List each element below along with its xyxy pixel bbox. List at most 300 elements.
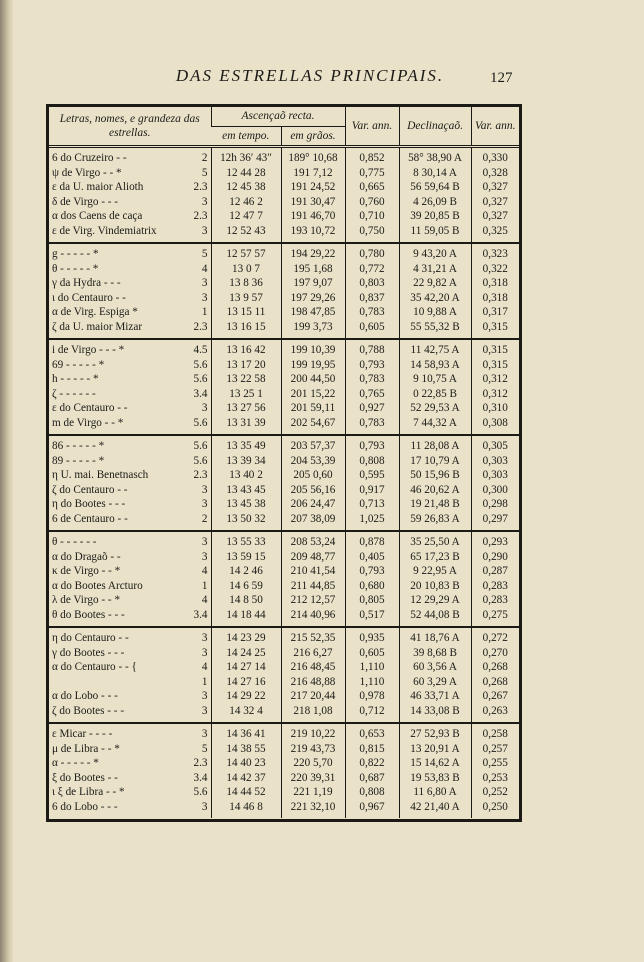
- annual-variation-declination: 0,325: [471, 224, 519, 244]
- annual-variation-ascension: 0,793: [345, 358, 399, 373]
- star-name: γ da Hydra - - -: [52, 277, 121, 289]
- annual-variation-ascension: 0,710: [345, 209, 399, 224]
- annual-variation-declination: 0,330: [471, 147, 519, 166]
- table-row: [49, 320, 519, 340]
- ascension-degrees: 198 47,85: [281, 305, 345, 320]
- annual-variation-ascension: 0,978: [345, 689, 399, 704]
- annual-variation-declination: 0,305: [471, 435, 519, 454]
- annual-variation-ascension: 0,878: [345, 531, 399, 550]
- ascension-time: 12 52 43: [211, 224, 281, 244]
- declination: 9 22,95 A: [399, 564, 471, 579]
- ascension-time: 14 6 59: [211, 579, 281, 594]
- annual-variation-ascension: 0,750: [345, 224, 399, 244]
- annual-variation-declination: 0,317: [471, 305, 519, 320]
- ascension-degrees: 201 59,11: [281, 401, 345, 416]
- declination: 19 53,83 B: [399, 771, 471, 786]
- annual-variation-declination: 0,327: [471, 195, 519, 210]
- star-name-cell: [49, 320, 211, 340]
- star-name-cell: [49, 512, 211, 532]
- annual-variation-ascension: 0,935: [345, 627, 399, 646]
- ascension-degrees: 214 40,96: [281, 608, 345, 628]
- annual-variation-ascension: 0,917: [345, 483, 399, 498]
- annual-variation-ascension: 0,805: [345, 593, 399, 608]
- star-name-cell: [49, 291, 211, 306]
- declination: 42 21,40 A: [399, 800, 471, 819]
- ascension-time: 13 25 1: [211, 387, 281, 402]
- star-magnitude: 1: [201, 675, 208, 688]
- table-row: [49, 800, 519, 819]
- declination: 14 33,08 B: [399, 704, 471, 724]
- header-var1: Var. ann.: [345, 107, 399, 147]
- ascension-degrees: 203 57,37: [281, 435, 345, 454]
- star-name: ζ do Bootes - - -: [52, 704, 125, 717]
- annual-variation-ascension: 0,760: [345, 195, 399, 210]
- table-row: [49, 785, 519, 800]
- ascension-degrees: 219 10,22: [281, 723, 345, 742]
- ascension-time: 13 55 33: [211, 531, 281, 550]
- annual-variation-ascension: 0,772: [345, 262, 399, 277]
- ascension-degrees: 191 7,12: [281, 166, 345, 181]
- table-row: [49, 224, 519, 244]
- star-name: θ - - - - - *: [52, 262, 99, 275]
- star-magnitude: 5.6: [193, 440, 208, 452]
- star-name-cell: [49, 339, 211, 358]
- declination: 19 21,48 B: [399, 497, 471, 512]
- annual-variation-ascension: 0,808: [345, 454, 399, 469]
- annual-variation-declination: 0,318: [471, 291, 519, 306]
- star-name-cell: [49, 209, 211, 224]
- star-magnitude: 4.5: [193, 344, 208, 356]
- table-row: [49, 468, 519, 483]
- star-name: 6 do Lobo - - -: [52, 800, 118, 813]
- star-magnitude: 5.6: [193, 454, 208, 467]
- star-magnitude: 1: [201, 306, 208, 318]
- ascension-time: 14 40 23: [211, 756, 281, 771]
- star-magnitude: 5.6: [193, 786, 208, 798]
- table-row: [49, 435, 519, 454]
- declination: 35 42,20 A: [399, 291, 471, 306]
- annual-variation-ascension: 0,783: [345, 416, 399, 436]
- star-name: ε Micar - - - -: [52, 728, 113, 740]
- header-name: Letras, nomes, e grandeza das estrellas.: [59, 112, 200, 139]
- ascension-degrees: 199 10,39: [281, 339, 345, 358]
- star-name: g - - - - - *: [52, 248, 99, 260]
- ascension-degrees: 191 46,70: [281, 209, 345, 224]
- declination: 60 3,56 A: [399, 660, 471, 675]
- declination: 13 20,91 A: [399, 742, 471, 757]
- declination: 7 44,32 A: [399, 416, 471, 436]
- declination: 10 9,88 A: [399, 305, 471, 320]
- ascension-time: 14 23 29: [211, 627, 281, 646]
- star-name-cell: [49, 564, 211, 579]
- ascension-time: 13 43 45: [211, 483, 281, 498]
- star-magnitude: 5.6: [193, 373, 208, 385]
- star-name-cell: [49, 195, 211, 210]
- annual-variation-declination: 0,255: [471, 756, 519, 771]
- declination: 4 31,21 A: [399, 262, 471, 277]
- star-magnitude: 3.4: [193, 387, 208, 400]
- star-name: h - - - - - *: [52, 373, 99, 385]
- declination: 46 33,71 A: [399, 689, 471, 704]
- star-name-cell: [49, 723, 211, 742]
- annual-variation-declination: 0,322: [471, 262, 519, 277]
- ascension-time: 12 45 38: [211, 180, 281, 195]
- ascension-time: 13 9 57: [211, 291, 281, 306]
- ascension-time: 14 18 44: [211, 608, 281, 628]
- ascension-time: 13 27 56: [211, 401, 281, 416]
- star-magnitude: 2.3: [193, 320, 208, 333]
- star-name-cell: [49, 608, 211, 628]
- annual-variation-ascension: 0,687: [345, 771, 399, 786]
- star-name-cell: [49, 180, 211, 195]
- star-name: θ - - - - - -: [52, 536, 97, 548]
- annual-variation-ascension: 0,967: [345, 800, 399, 819]
- declination: 39 8,68 B: [399, 646, 471, 661]
- ascension-time: 13 22 58: [211, 372, 281, 387]
- declination: 12 29,29 A: [399, 593, 471, 608]
- star-table: [49, 107, 519, 818]
- annual-variation-ascension: 0,815: [345, 742, 399, 757]
- table-row: [49, 387, 519, 402]
- star-name: γ do Bootes - - -: [52, 646, 125, 659]
- table-row: [49, 195, 519, 210]
- table-row: [49, 262, 519, 277]
- annual-variation-declination: 0,323: [471, 243, 519, 262]
- star-name: μ de Libra - - *: [52, 742, 120, 755]
- declination: 56 59,64 B: [399, 180, 471, 195]
- annual-variation-ascension: 0,783: [345, 372, 399, 387]
- ascension-degrees: 210 41,54: [281, 564, 345, 579]
- declination: 60 3,29 A: [399, 675, 471, 690]
- star-name: 89 - - - - - *: [52, 454, 105, 467]
- ascension-time: 14 44 52: [211, 785, 281, 800]
- page-number: 127: [490, 70, 513, 86]
- star-name: α do Bootes Arcturo: [52, 579, 143, 592]
- star-group: [49, 339, 519, 435]
- annual-variation-declination: 0,272: [471, 627, 519, 646]
- star-name: α - - - - - *: [52, 757, 99, 769]
- ascension-degrees: 221 1,19: [281, 785, 345, 800]
- annual-variation-declination: 0,252: [471, 785, 519, 800]
- ascension-time: 14 46 8: [211, 800, 281, 819]
- annual-variation-ascension: 0,405: [345, 550, 399, 565]
- ascension-degrees: 216 6,27: [281, 646, 345, 661]
- annual-variation-declination: 0,308: [471, 416, 519, 436]
- star-group: [49, 723, 519, 818]
- table-row: [49, 704, 519, 724]
- annual-variation-ascension: 0,665: [345, 180, 399, 195]
- ascension-degrees: 220 5,70: [281, 756, 345, 771]
- star-name-cell: [49, 689, 211, 704]
- star-magnitude: 3: [201, 728, 208, 740]
- annual-variation-declination: 0,275: [471, 608, 519, 628]
- star-name-cell: [49, 593, 211, 608]
- declination: 11 28,08 A: [399, 435, 471, 454]
- annual-variation-ascension: 0,712: [345, 704, 399, 724]
- star-name: θ do Bootes - - -: [52, 608, 125, 621]
- star-magnitude: 3: [201, 498, 208, 510]
- ascension-degrees: 199 19,95: [281, 358, 345, 373]
- annual-variation-declination: 0,253: [471, 771, 519, 786]
- header-declination: Declinaçaõ.: [399, 107, 471, 147]
- star-name-cell: [49, 579, 211, 594]
- table-row: [49, 209, 519, 224]
- star-name-cell: [49, 704, 211, 724]
- star-name: 86 - - - - - *: [52, 440, 105, 452]
- declination: 15 14,62 A: [399, 756, 471, 771]
- ascension-time: 14 29 22: [211, 689, 281, 704]
- star-name: ξ do Bootes - -: [52, 771, 118, 784]
- star-group: [49, 435, 519, 531]
- star-name: α dos Caens de caça: [52, 210, 143, 222]
- ascension-degrees: 218 1,08: [281, 704, 345, 724]
- declination: 58° 38,90 A: [399, 147, 471, 166]
- table-row: [49, 660, 519, 675]
- declination: 9 43,20 A: [399, 243, 471, 262]
- annual-variation-ascension: 0,808: [345, 785, 399, 800]
- annual-variation-ascension: 0,837: [345, 291, 399, 306]
- annual-variation-ascension: 0,793: [345, 435, 399, 454]
- ascension-degrees: 201 15,22: [281, 387, 345, 402]
- ascension-time: 14 38 55: [211, 742, 281, 757]
- annual-variation-ascension: 0,822: [345, 756, 399, 771]
- annual-variation-declination: 0,293: [471, 531, 519, 550]
- ascension-time: 13 31 39: [211, 416, 281, 436]
- star-magnitude: 2.3: [193, 181, 208, 193]
- annual-variation-ascension: 0,793: [345, 564, 399, 579]
- star-magnitude: 3: [201, 291, 208, 304]
- ascension-degrees: 191 24,52: [281, 180, 345, 195]
- ascension-degrees: 205 56,16: [281, 483, 345, 498]
- annual-variation-declination: 0,263: [471, 704, 519, 724]
- star-magnitude: 3: [201, 224, 208, 237]
- annual-variation-ascension: 1,110: [345, 675, 399, 690]
- star-magnitude: 3: [201, 536, 208, 548]
- annual-variation-ascension: 0,713: [345, 497, 399, 512]
- table-row: [49, 550, 519, 565]
- ascension-degrees: 216 48,88: [281, 675, 345, 690]
- ascension-degrees: 216 48,45: [281, 660, 345, 675]
- page-binding-edge: [0, 0, 14, 962]
- annual-variation-ascension: 0,605: [345, 320, 399, 340]
- table-header: [49, 107, 519, 147]
- ascension-time: 14 8 50: [211, 593, 281, 608]
- star-name-cell: [49, 627, 211, 646]
- annual-variation-ascension: 0,680: [345, 579, 399, 594]
- ascension-time: 13 16 42: [211, 339, 281, 358]
- declination: 8 30,14 A: [399, 166, 471, 181]
- star-magnitude: 4: [201, 661, 208, 673]
- table-row: [49, 166, 519, 181]
- star-name-cell: [49, 305, 211, 320]
- star-name-cell: [49, 468, 211, 483]
- star-name: η do Centauro - -: [52, 632, 129, 644]
- declination: 11 6,80 A: [399, 785, 471, 800]
- table-row: [49, 771, 519, 786]
- ascension-time: 12 57 57: [211, 243, 281, 262]
- ascension-degrees: 215 52,35: [281, 627, 345, 646]
- table-row: [49, 180, 519, 195]
- star-magnitude: 2.3: [193, 469, 208, 481]
- star-name-cell: [49, 454, 211, 469]
- annual-variation-ascension: 0,605: [345, 646, 399, 661]
- ascension-degrees: 189° 10,68: [281, 147, 345, 166]
- ascension-degrees: 202 54,67: [281, 416, 345, 436]
- star-magnitude: 1: [201, 579, 208, 592]
- star-magnitude: 5.6: [193, 358, 208, 371]
- annual-variation-declination: 0,283: [471, 593, 519, 608]
- ascension-time: 14 2 46: [211, 564, 281, 579]
- annual-variation-declination: 0,268: [471, 675, 519, 690]
- table-row: [49, 564, 519, 579]
- annual-variation-ascension: 0,852: [345, 147, 399, 166]
- star-name-cell: [49, 147, 211, 166]
- annual-variation-declination: 0,303: [471, 454, 519, 469]
- star-magnitude: 4: [201, 594, 208, 606]
- ascension-time: 14 42 37: [211, 771, 281, 786]
- star-name: ε do Centauro - -: [52, 402, 128, 414]
- ascension-time: 14 27 16: [211, 675, 281, 690]
- ascension-time: 13 45 38: [211, 497, 281, 512]
- ascension-degrees: 212 12,57: [281, 593, 345, 608]
- ascension-time: 13 16 15: [211, 320, 281, 340]
- table-row: [49, 593, 519, 608]
- star-name: 6 de Centauro - -: [52, 512, 128, 525]
- table-row: [49, 512, 519, 532]
- annual-variation-declination: 0,257: [471, 742, 519, 757]
- star-magnitude: 2: [201, 152, 208, 164]
- star-name: ζ da U. maior Mizar: [52, 320, 143, 333]
- star-magnitude: 5: [201, 248, 208, 260]
- star-magnitude: 2.3: [193, 757, 208, 769]
- annual-variation-ascension: 0,595: [345, 468, 399, 483]
- star-magnitude: 3: [201, 704, 208, 717]
- star-group: [49, 531, 519, 627]
- declination: 17 10,79 A: [399, 454, 471, 469]
- annual-variation-declination: 0,298: [471, 497, 519, 512]
- declination: 9 10,75 A: [399, 372, 471, 387]
- annual-variation-ascension: 0,517: [345, 608, 399, 628]
- ascension-degrees: 211 44,85: [281, 579, 345, 594]
- star-group: [49, 147, 519, 244]
- star-name-cell: [49, 675, 211, 690]
- star-name-cell: [49, 416, 211, 436]
- star-group: [49, 627, 519, 723]
- declination: 46 20,62 A: [399, 483, 471, 498]
- annual-variation-declination: 0,310: [471, 401, 519, 416]
- table-row: [49, 497, 519, 512]
- header-asc-time: em tempo.: [222, 129, 270, 142]
- star-name-cell: [49, 166, 211, 181]
- declination: 14 58,93 A: [399, 358, 471, 373]
- ascension-degrees: 200 44,50: [281, 372, 345, 387]
- table-row: [49, 627, 519, 646]
- star-name-cell: [49, 497, 211, 512]
- star-name-cell: [49, 224, 211, 244]
- declination: 0 22,85 B: [399, 387, 471, 402]
- annual-variation-declination: 0,287: [471, 564, 519, 579]
- annual-variation-ascension: 1,025: [345, 512, 399, 532]
- ascension-time: 13 40 2: [211, 468, 281, 483]
- declination: 52 29,53 A: [399, 401, 471, 416]
- table-row: [49, 689, 519, 704]
- annual-variation-ascension: 0,775: [345, 166, 399, 181]
- ascension-degrees: 197 29,26: [281, 291, 345, 306]
- star-name-cell: [49, 276, 211, 291]
- star-name-cell: [49, 483, 211, 498]
- ascension-time: 13 15 11: [211, 305, 281, 320]
- ascension-time: 14 24 25: [211, 646, 281, 661]
- declination: 27 52,93 B: [399, 723, 471, 742]
- ascension-degrees: 205 0,60: [281, 468, 345, 483]
- declination: 20 10,83 B: [399, 579, 471, 594]
- star-magnitude: 5: [201, 742, 208, 755]
- star-name: λ de Virgo - - *: [52, 594, 121, 606]
- table-row: [49, 483, 519, 498]
- star-magnitude: 3: [201, 550, 208, 563]
- star-name: κ de Virgo - - *: [52, 565, 121, 577]
- declination: 39 20,85 B: [399, 209, 471, 224]
- annual-variation-declination: 0,318: [471, 276, 519, 291]
- star-name: ζ do Centauro - -: [52, 483, 128, 496]
- annual-variation-declination: 0,258: [471, 723, 519, 742]
- ascension-time: 13 35 49: [211, 435, 281, 454]
- star-magnitude: 3: [201, 800, 208, 813]
- star-magnitude: 2.3: [193, 210, 208, 222]
- star-name: 69 - - - - - *: [52, 358, 105, 371]
- table-row: [49, 147, 519, 166]
- ascension-degrees: 195 1,68: [281, 262, 345, 277]
- star-name-cell: [49, 435, 211, 454]
- annual-variation-ascension: 0,783: [345, 305, 399, 320]
- star-magnitude: 3.4: [193, 608, 208, 621]
- star-name: η do Bootes - - -: [52, 498, 126, 510]
- ascension-degrees: 221 32,10: [281, 800, 345, 819]
- annual-variation-ascension: 0,788: [345, 339, 399, 358]
- star-magnitude: 5.6: [193, 416, 208, 429]
- star-magnitude: 3: [201, 402, 208, 414]
- annual-variation-declination: 0,328: [471, 166, 519, 181]
- star-magnitude: 4: [201, 262, 208, 275]
- ascension-time: 14 27 14: [211, 660, 281, 675]
- ascension-time: 12 47 7: [211, 209, 281, 224]
- star-magnitude: 2: [201, 512, 208, 525]
- table-row: [49, 454, 519, 469]
- table-row: [49, 608, 519, 628]
- star-name-cell: [49, 800, 211, 819]
- table-row: [49, 742, 519, 757]
- header-var2: Var. ann.: [471, 107, 519, 147]
- star-name: δ de Virgo - - -: [52, 195, 119, 208]
- table-row: [49, 358, 519, 373]
- table-row: [49, 675, 519, 690]
- declination: 55 55,32 B: [399, 320, 471, 340]
- annual-variation-declination: 0,315: [471, 358, 519, 373]
- annual-variation-declination: 0,297: [471, 512, 519, 532]
- ascension-degrees: 191 30,47: [281, 195, 345, 210]
- ascension-degrees: 207 38,09: [281, 512, 345, 532]
- ascension-time: 14 36 41: [211, 723, 281, 742]
- annual-variation-ascension: 1,110: [345, 660, 399, 675]
- declination: 50 15,96 B: [399, 468, 471, 483]
- annual-variation-ascension: 0,803: [345, 276, 399, 291]
- star-magnitude: 3: [201, 632, 208, 644]
- ascension-degrees: 194 29,22: [281, 243, 345, 262]
- star-name: ε de Virg. Vindemiatrix: [52, 224, 157, 237]
- annual-variation-ascension: 0,765: [345, 387, 399, 402]
- annual-variation-declination: 0,268: [471, 660, 519, 675]
- star-name-cell: [49, 660, 211, 675]
